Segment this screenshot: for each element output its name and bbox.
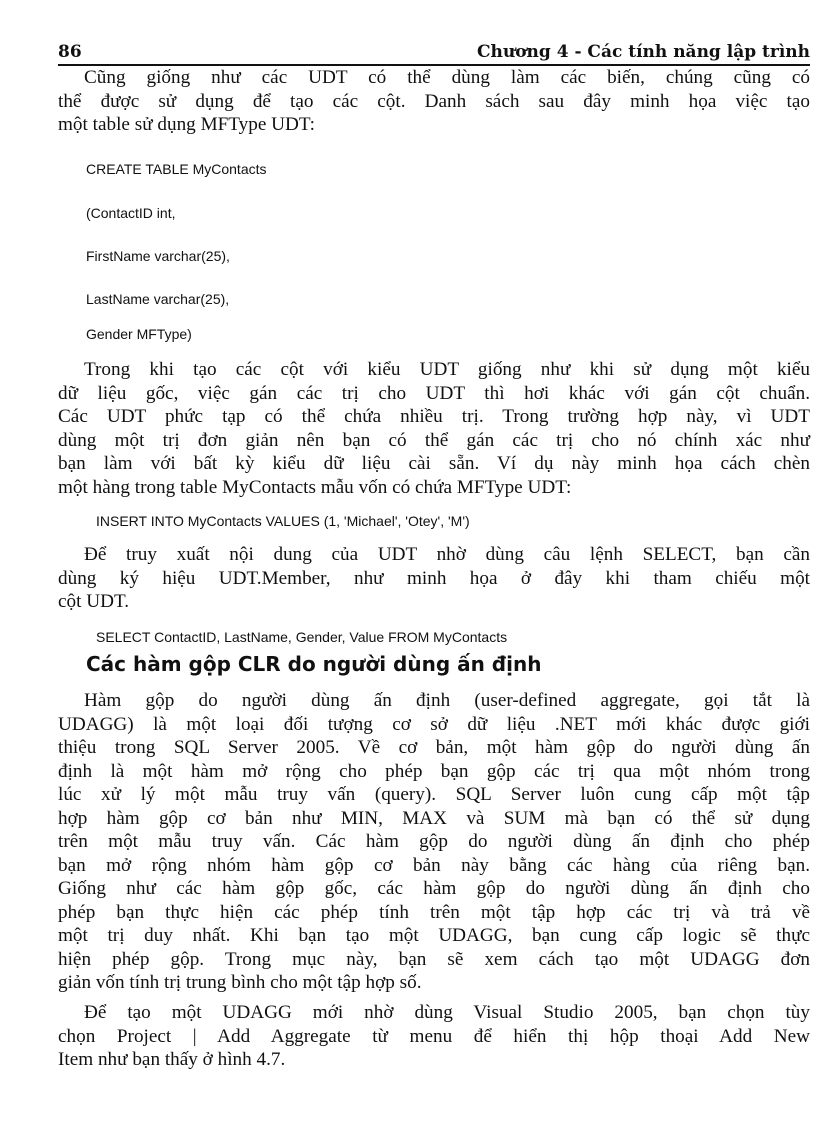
- code-line: Gender MFType): [86, 326, 192, 342]
- code-line: FirstName varchar(25),: [86, 248, 230, 264]
- paragraph-line: giản vốn tính trị trung bình cho một tập hợp số.: [58, 972, 422, 993]
- paragraph-line: dùng ký hiệu UDT.Member, như minh họa ở đây khi tham chiếu một: [58, 567, 810, 589]
- paragraph-line: Các UDT phức tạp có thể chứa nhiều trị. Trong trường hợp này, vì UDT: [58, 406, 810, 427]
- code-insert-statement: INSERT INTO MyContacts VALUES (1, 'Michael', 'Otey', 'M'): [96, 513, 470, 529]
- paragraph-3: [58, 543, 810, 614]
- paragraph-line: Để tạo một UDAGG mới nhờ dùng Visual Studio 2005, bạn chọn tùy: [84, 1002, 810, 1023]
- paragraph-line: Trong khi tạo các cột với kiểu UDT giống như khi sử dụng một kiểu: [84, 359, 810, 380]
- paragraph-line: bạn mở rộng nhóm hàm gộp cơ bản này bằng các hàng của riêng bạn.: [58, 854, 810, 876]
- code-select-statement: SELECT ContactID, LastName, Gender, Value FROM MyContacts: [96, 629, 508, 645]
- paragraph-1: [58, 66, 810, 137]
- paragraph-line: một trị duy nhất. Khi bạn tạo một UDAGG, bạn cung cấp logic sẽ thực: [58, 925, 810, 946]
- paragraph-4: [58, 689, 810, 995]
- paragraph-line: Giống như các hàm gộp gốc, các hàm gộp do người dùng ấn định cho: [58, 878, 810, 899]
- paragraph-line: cột UDT.: [58, 591, 130, 612]
- paragraph-line: thiệu trong SQL Server 2005. Về cơ bản, một hàm gộp do người dùng ấn: [58, 737, 810, 758]
- paragraph-line: UDAGG) là một loại đối tượng cơ sở dữ liệu .NET mới khác được giới: [58, 713, 810, 735]
- paragraph-line: Hàm gộp do người dùng ấn định (user-defined aggregate, gọi tắt là: [84, 690, 810, 711]
- paragraph-line: Để truy xuất nội dung của UDT nhờ dùng câu lệnh SELECT, bạn cần: [84, 544, 810, 565]
- paragraph-5: [58, 1001, 810, 1072]
- paragraph-line: một hàng trong table MyContacts mẫu vốn có chứa MFType UDT:: [58, 476, 572, 498]
- code-line: (ContactID int,: [86, 205, 176, 221]
- paragraph-line: dữ liệu gốc, việc gán các trị cho UDT thì hơi khác với gán cột chuẩn.: [58, 382, 810, 404]
- paragraph-line: Cũng giống như các UDT có thể dùng làm các biến, chúng cũng có: [84, 67, 810, 88]
- paragraph-line: lúc xử lý một mẫu truy vấn (query). SQL Server luôn cung cấp một tập: [58, 784, 810, 805]
- page-header: [58, 38, 810, 66]
- paragraph-line: thể được sử dụng để tạo các cột. Danh sách sau đây minh họa việc tạo: [58, 90, 810, 112]
- section-heading: Các hàm gộp CLR do người dùng ấn định: [86, 652, 542, 676]
- paragraph-line: phép bạn thực hiện các phép tính trên một tập hợp các trị và trả về: [58, 901, 810, 923]
- chapter-title: Chương 4 - Các tính năng lập trình: [476, 42, 810, 62]
- paragraph-line: trên một mẫu truy vấn. Các hàm gộp do người dùng ấn định cho phép: [58, 831, 810, 852]
- page-number: 86: [58, 42, 82, 62]
- paragraph-line: định là một hàm mở rộng cho phép bạn gộp các trị qua một nhóm trong: [58, 760, 810, 782]
- paragraph-line: một table sử dụng MFType UDT:: [58, 114, 315, 135]
- paragraph-line: Item như bạn thấy ở hình 4.7.: [58, 1049, 286, 1070]
- code-line: CREATE TABLE MyContacts: [86, 161, 267, 177]
- code-line: LastName varchar(25),: [86, 291, 230, 307]
- paragraph-line: hợp hàm gộp cơ bản như MIN, MAX và SUM mà bạn có thể sử dụng: [58, 807, 810, 829]
- paragraph-line: bạn làm với bất kỳ kiểu dữ liệu cài sẵn. Ví dụ này minh họa cách chèn: [58, 453, 810, 474]
- paragraph-2: [58, 358, 810, 499]
- paragraph-line: dùng một trị đơn giản nên bạn có thể gán các trị cho nó chính xác như: [58, 429, 810, 451]
- paragraph-line: hiện phép gộp. Trong mục này, bạn sẽ xem cách tạo một UDAGG đơn: [58, 948, 810, 970]
- paragraph-line: chọn Project | Add Aggregate từ menu để hiển thị hộp thoại Add New: [58, 1025, 810, 1047]
